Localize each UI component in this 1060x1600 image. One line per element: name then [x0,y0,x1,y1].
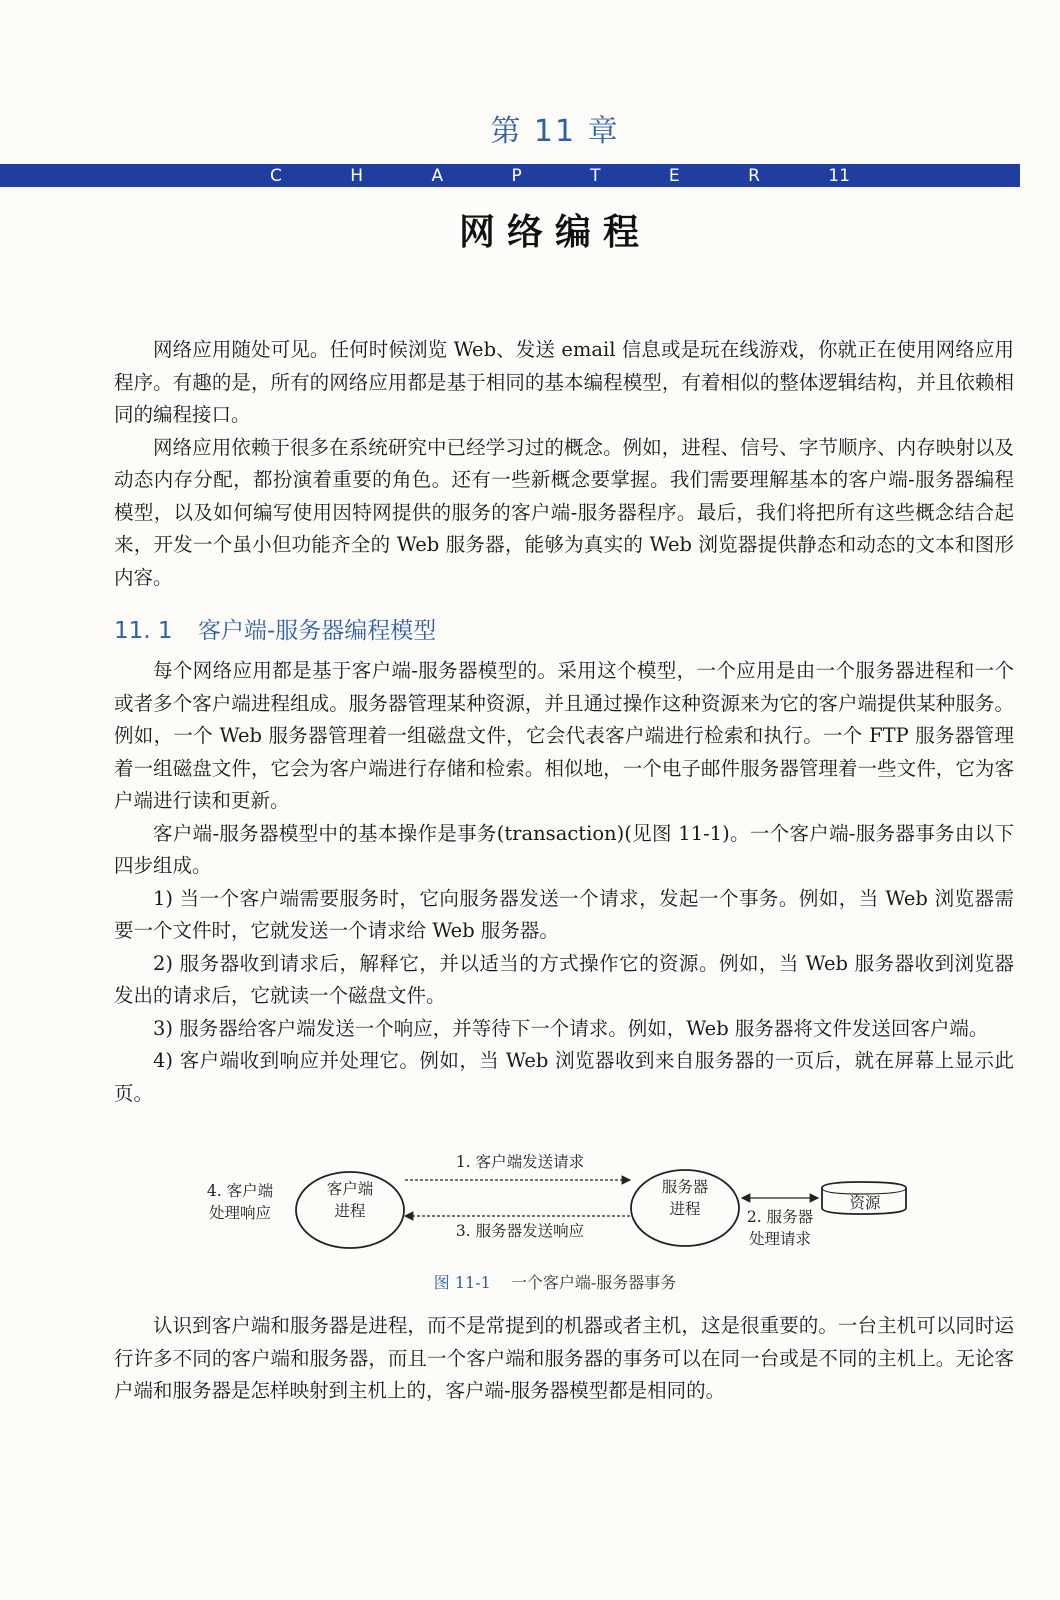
paragraph: 客户端-服务器模型中的基本操作是事务(transaction)(见图 11-1)。一个客户端-服务器事务由以下四步组成。 [114,821,1014,877]
chapter-letter: A [431,165,444,186]
client-process-label: 客户端 进程 [326,1180,374,1220]
step2-label: 2. 服务器 处理请求 [746,1208,814,1248]
closing-text [114,1310,1014,1408]
paragraph: 网络应用依赖于很多在系统研究中已经学习过的概念。例如，进程、信号、字节顺序、内存映射以及动态内存分配，都扮演着重要的角色。还有一些新概念要掌握。我们需要理解基本的客户端-服务器编程模型，以及如何编写使用因特网提供的服务的客户端-服务器程序。最后，我们将把所有这些概念结合起来，开发一个虽小但功能齐全的 Web 服务器，能够为真实的 Web 浏览器提供静态和动态的文本和图形内容。 [114,435,1014,589]
paragraph: 3) 服务器给客户端发送一个响应，并等待下一个请求。例如，Web 服务器将文件发送回客户端。 [153,1016,989,1040]
section-number: 11. 1 [114,618,173,644]
chapter-letters [270,164,850,187]
chapter-letter: C [270,165,282,186]
intro-text [114,334,1014,594]
paragraph: 每个网络应用都是基于客户端-服务器模型的。采用这个模型，一个应用是由一个服务器进程和一个或者多个客户端进程组成。服务器管理某种资源，并且通过操作这种资源来为它的客户端提供某种服务。例如，一个 Web 服务器管理着一组磁盘文件，它会代表客户端进行检索和执行。一个 FTP 服务器管理着一组磁盘文件，它会为客户端进行存储和检索。相似地，一个电子邮件服务器管理着一些文件，它为客户端进行读和更新。 [114,659,1014,812]
chapter-banner [0,164,1020,187]
paragraph: 4) 客户端收到响应并处理它。例如，当 Web 浏览器收到来自服务器的一页后，就在屏幕上显示此页。 [114,1049,1014,1105]
section-title: 客户端-服务器编程模型 [198,618,437,644]
paragraph: 认识到客户端和服务器是进程，而不是常提到的机器或者主机，这是很重要的。一台主机可以同时运行许多不同的客户端和服务器，而且一个客户端和服务器的事务可以在同一台或是不同的主机上。无论客户端和服务器是怎样映射到主机上的，客户端-服务器模型都是相同的。 [114,1314,1014,1402]
caption-text: 一个客户端-服务器事务 [510,1273,677,1292]
figure-caption [0,1270,1060,1293]
chapter-letter: E [668,165,680,186]
section-heading [114,612,1014,645]
paragraph: 2) 服务器收到请求后，解释它，并以适当的方式操作它的资源。例如，当 Web 服务器收到浏览器发出的请求后，它就读一个磁盘文件。 [114,951,1014,1007]
step3-label: 3. 服务器发送响应 [455,1222,585,1240]
section-body [114,655,1014,1110]
chapter-letter: H [350,165,364,186]
caption-number: 图 11-1 [433,1273,491,1292]
chapter-letter: P [511,165,522,186]
chapter-letter: T [590,165,601,186]
paragraph: 网络应用随处可见。任何时候浏览 Web、发送 email 信息或是玩在线游戏，你就正在使用网络应用程序。有趣的是，所有的网络应用都是基于相同的基本编程模型，有着相似的整体逻辑结构，并且依赖相同的编程接口。 [114,338,1014,426]
server-process-label: 服务器 进程 [661,1178,709,1218]
step1-label: 1. 客户端发送请求 [455,1153,585,1171]
chapter-number: 第 11 章 [490,114,620,149]
chapter-letter: 11 [828,165,850,186]
paragraph: 1) 当一个客户端需要服务时，它向服务器发送一个请求，发起一个事务。例如，当 Web 浏览器需要一个文件时，它就发送一个请求给 Web 服务器。 [114,886,1014,942]
resource-label: 资源 [849,1194,881,1212]
step4-label: 4. 客户端 处理响应 [206,1182,274,1222]
chapter-letter: R [748,165,760,186]
chapter-title: 网络编程 [458,211,651,253]
